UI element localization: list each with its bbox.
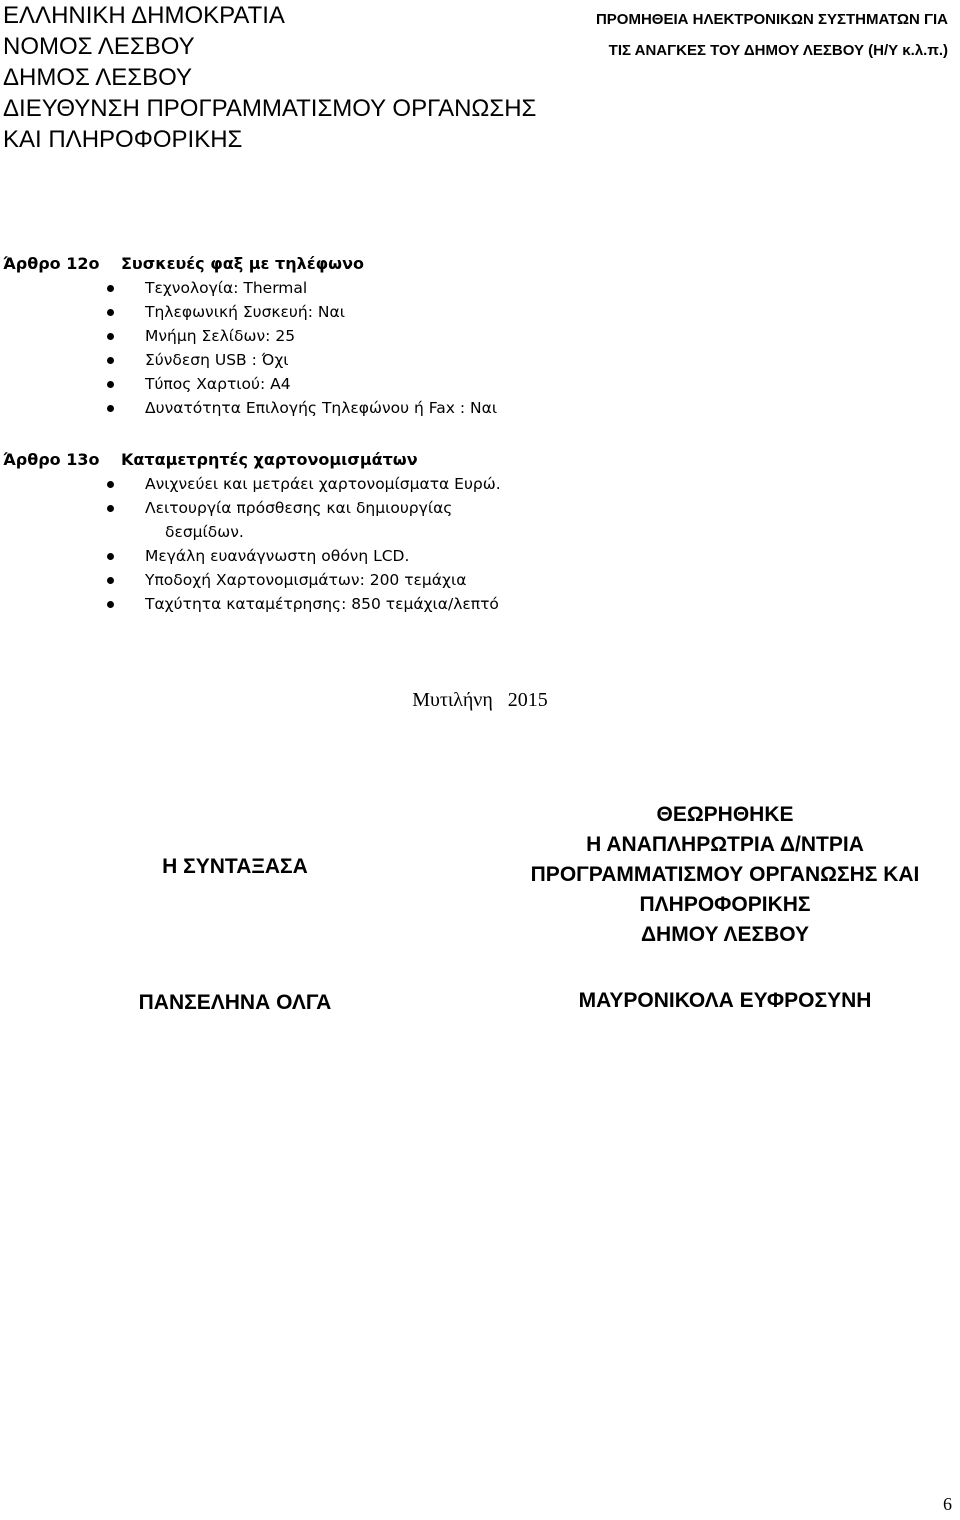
issuing-authority [3, 0, 536, 155]
list-item [0, 396, 940, 420]
page-number: 6 [943, 1494, 952, 1514]
bullet-icon [107, 357, 114, 364]
bullet-icon [107, 381, 114, 388]
spec-text-continuation: δεσμίδων. [165, 523, 244, 541]
authority-line: ΔΗΜΟΣ ΛΕΣΒΟΥ [3, 64, 192, 91]
article-number: Άρθρο 13ο [3, 450, 100, 469]
procurement-subject [596, 4, 948, 66]
authority-line: ΔΙΕΥΘΥΝΣΗ ΠΡΟΓΡΑΜΜΑΤΙΣΜΟΥ ΟΡΓΑΝΩΣΗΣ [3, 95, 537, 122]
role-line: Η ΣΥΝΤΑΞΑΣΑ [162, 855, 308, 878]
spec-text: Τεχνολογία: Thermal [145, 279, 308, 297]
article-13 [0, 448, 940, 616]
list-item [0, 300, 940, 324]
role-line: ΘΕΩΡΗΘΗΚΕ [656, 803, 794, 826]
list-item [0, 592, 940, 616]
place-date: Μυτιλήνη 2015 [412, 689, 548, 711]
spec-text: Ανιχνεύει και μετράει χαρτονομίσματα Ευρώ. [145, 475, 501, 493]
role-line: Η ΑΝΑΠΛΗΡΩΤΡΙΑ Δ/ΝΤΡΙΑ [586, 833, 864, 856]
article-12 [0, 252, 940, 420]
authority-line: ΝΟΜΟΣ ΛΕΣΒΟΥ [3, 33, 195, 60]
signature-left-name: ΠΑΝΣΕΛΗΝΑ ΟΛΓΑ [138, 991, 332, 1014]
list-item [0, 472, 940, 496]
spec-text: Σύνδεση USB : Όχι [145, 351, 289, 369]
spec-text: Τύπος Χαρτιού: A4 [145, 375, 291, 393]
bullet-icon [107, 309, 114, 316]
signature-right-name: ΜΑΥΡΟΝΙΚΟΛΑ ΕΥΦΡΟΣΥΝΗ [578, 989, 872, 1012]
spec-text: Ταχύτητα καταμέτρησης: 850 τεμάχια/λεπτό [145, 595, 499, 613]
list-item [0, 568, 940, 592]
article-title: Καταμετρητές χαρτονομισμάτων [121, 450, 418, 469]
subject-line: ΤΙΣ ΑΝΑΓΚΕΣ ΤΟΥ ΔΗΜΟΥ ΛΕΣΒΟΥ (Η/Υ κ.λ.π.) [608, 42, 948, 59]
role-line: ΔΗΜΟΥ ΛΕΣΒΟΥ [640, 923, 810, 946]
article-number: Άρθρο 12ο [3, 254, 100, 273]
spec-text: Λειτουργία πρόσθεσης και δημιουργίας [145, 499, 453, 517]
spec-text: Δυνατότητα Επιλογής Τηλεφώνου ή Fax : Ναι [145, 399, 498, 417]
bullet-icon [107, 333, 114, 340]
spec-text: Τηλεφωνική Συσκευή: Ναι [145, 303, 345, 321]
spec-list [0, 472, 940, 616]
subject-line: ΠΡΟΜΗΘΕΙΑ ΗΛΕΚΤΡΟΝΙΚΩΝ ΣΥΣΤΗΜΑΤΩΝ ΓΙΑ [595, 11, 948, 28]
authority-line: ΚΑΙ ΠΛΗΡΟΦΟΡΙΚΗΣ [3, 126, 243, 153]
article-heading [0, 448, 940, 472]
bullet-icon [107, 405, 114, 412]
spec-list [0, 276, 940, 420]
signature-right-role [490, 800, 960, 950]
signature-left-role [110, 852, 360, 882]
bullet-icon [107, 601, 114, 608]
bullet-icon [107, 553, 114, 560]
bullet-icon [107, 505, 114, 512]
authority-line: ΕΛΛΗΝΙΚΗ ΔΗΜΟΚΡΑΤΙΑ [3, 2, 285, 29]
list-item [0, 348, 940, 372]
spec-text: Υποδοχή Χαρτονομισμάτων: 200 τεμάχια [145, 571, 467, 589]
bullet-icon [107, 577, 114, 584]
article-heading [0, 252, 940, 276]
bullet-icon [107, 285, 114, 292]
list-item [0, 276, 940, 300]
role-line: ΠΛΗΡΟΦΟΡΙΚΗΣ [639, 893, 811, 916]
list-item [0, 324, 940, 348]
bullet-icon [107, 481, 114, 488]
spec-text: Μνήμη Σελίδων: 25 [145, 327, 296, 345]
article-title: Συσκευές φαξ με τηλέφωνο [121, 254, 364, 273]
role-line: ΠΡΟΓΡΑΜΜΑΤΙΣΜΟΥ ΟΡΓΑΝΩΣΗΣ ΚΑΙ [530, 863, 920, 886]
list-item [0, 544, 940, 568]
list-item [0, 372, 940, 396]
spec-text: Μεγάλη ευανάγνωστη οθόνη LCD. [145, 547, 410, 565]
list-item [0, 496, 940, 544]
